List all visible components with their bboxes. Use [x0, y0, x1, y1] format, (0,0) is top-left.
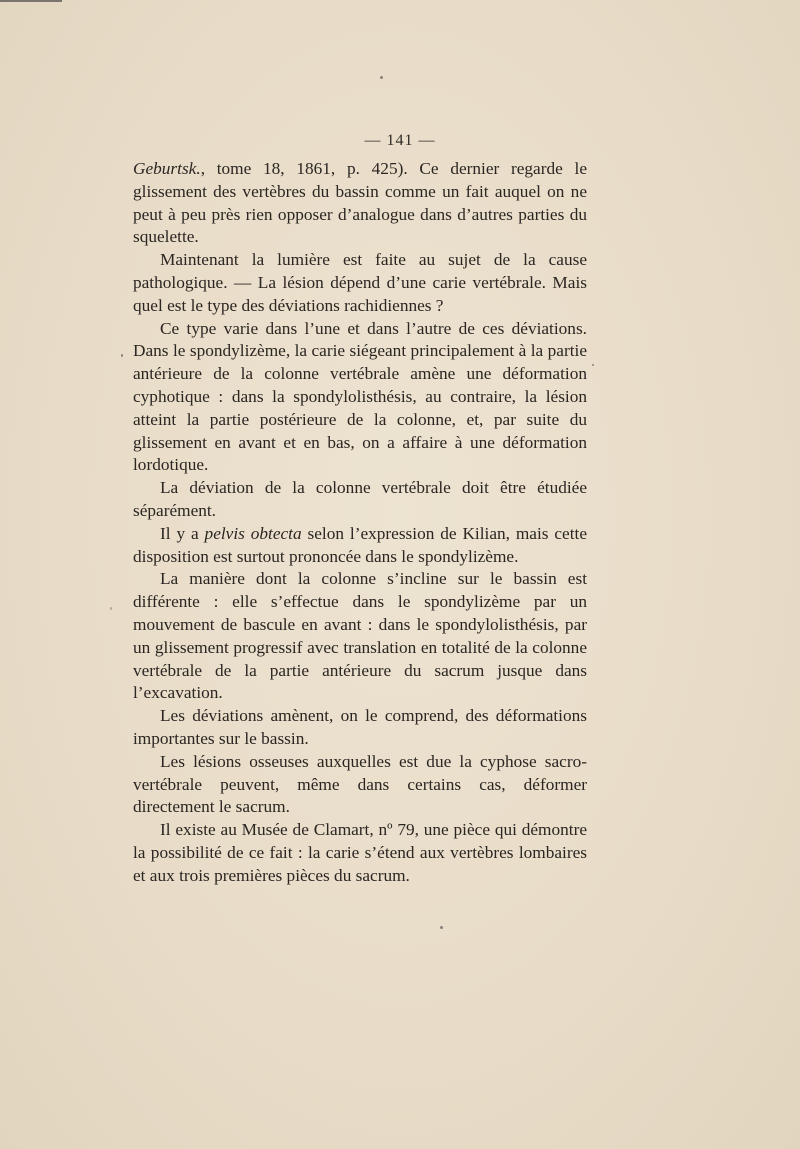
- text-segment: selon l’expression de Kilian, mais cette disposition est surtout prononcée dans le spondylizème.: [133, 523, 587, 566]
- paragraph: [133, 158, 587, 249]
- paragraph: [133, 477, 587, 523]
- paragraph: [133, 751, 587, 819]
- paragraph: [133, 705, 587, 751]
- text-segment: La déviation de la colonne vertébrale doit être étudiée séparément.: [133, 478, 587, 520]
- page-number: — 141 —: [364, 132, 436, 149]
- paper-speck: [440, 926, 443, 929]
- text-segment: , tome 18, 1861, p. 425). Ce dernier regarde le glissement des vertèbres du bassin comme un fait auquel on ne peut à peu près rien opposer d’analogue dans d’autres parties du squelette.: [133, 159, 587, 247]
- paragraph: [133, 249, 587, 317]
- italic-text: pelvis obtecta: [204, 523, 302, 543]
- paragraph: [133, 819, 587, 887]
- text-segment: Il existe au Musée de Clamart, nº 79, une pièce qui démontre la possibilité de ce fait : la carie s’étend aux vertèbres lombaires et aux trois premières pièces du sacrum.: [133, 820, 587, 885]
- italic-text: Geburtsk.: [133, 159, 201, 178]
- top-edge-rule: [0, 0, 62, 2]
- text-segment: La manière dont la colonne s’incline sur le bassin est différente : elle s’effectue dans le spondylizème par un mouvement de bascule en avant : dans le spondylolisthésis, par un glissement progressif avec translation en totalité de la colonne vertébrale de la partie antérieure du sacrum jusque dans l’excavation.: [133, 569, 587, 703]
- paragraph: [133, 318, 587, 478]
- body-text: [133, 158, 587, 888]
- text-segment: Les déviations amènent, on le comprend, des déformations importantes sur le bassin.: [133, 706, 587, 748]
- paper-speck: [121, 354, 123, 357]
- text-segment: Maintenant la lumière est faite au sujet de la cause pathologique. — La lésion dépend d’une carie vertébrale. Mais quel est le type des déviations rachidiennes ?: [133, 250, 587, 315]
- paragraph: [133, 568, 587, 705]
- paper-speck: [380, 76, 383, 79]
- paragraph: [133, 523, 587, 569]
- text-segment: Il y a: [160, 523, 205, 543]
- text-segment: Les lésions osseuses auxquelles est due la cyphose sacro-vertébrale peuvent, même dans certains cas, déformer directement le sacrum.: [133, 751, 587, 817]
- paper-speck: [592, 364, 594, 366]
- paper-speck: [110, 607, 112, 610]
- text-segment: Ce type varie dans l’une et dans l’autre de ces déviations. Dans le spondylizème, la carie siégeant principalement à la partie antérieure de la colonne vertébrale amène une déformation cyphotique : dans la spondylolisthésis, au contraire, la lésion atteint la partie postérieure de la colonne, et, par suite du glissement en avant et en bas, on a affaire à une déformation lordotique.: [133, 318, 587, 475]
